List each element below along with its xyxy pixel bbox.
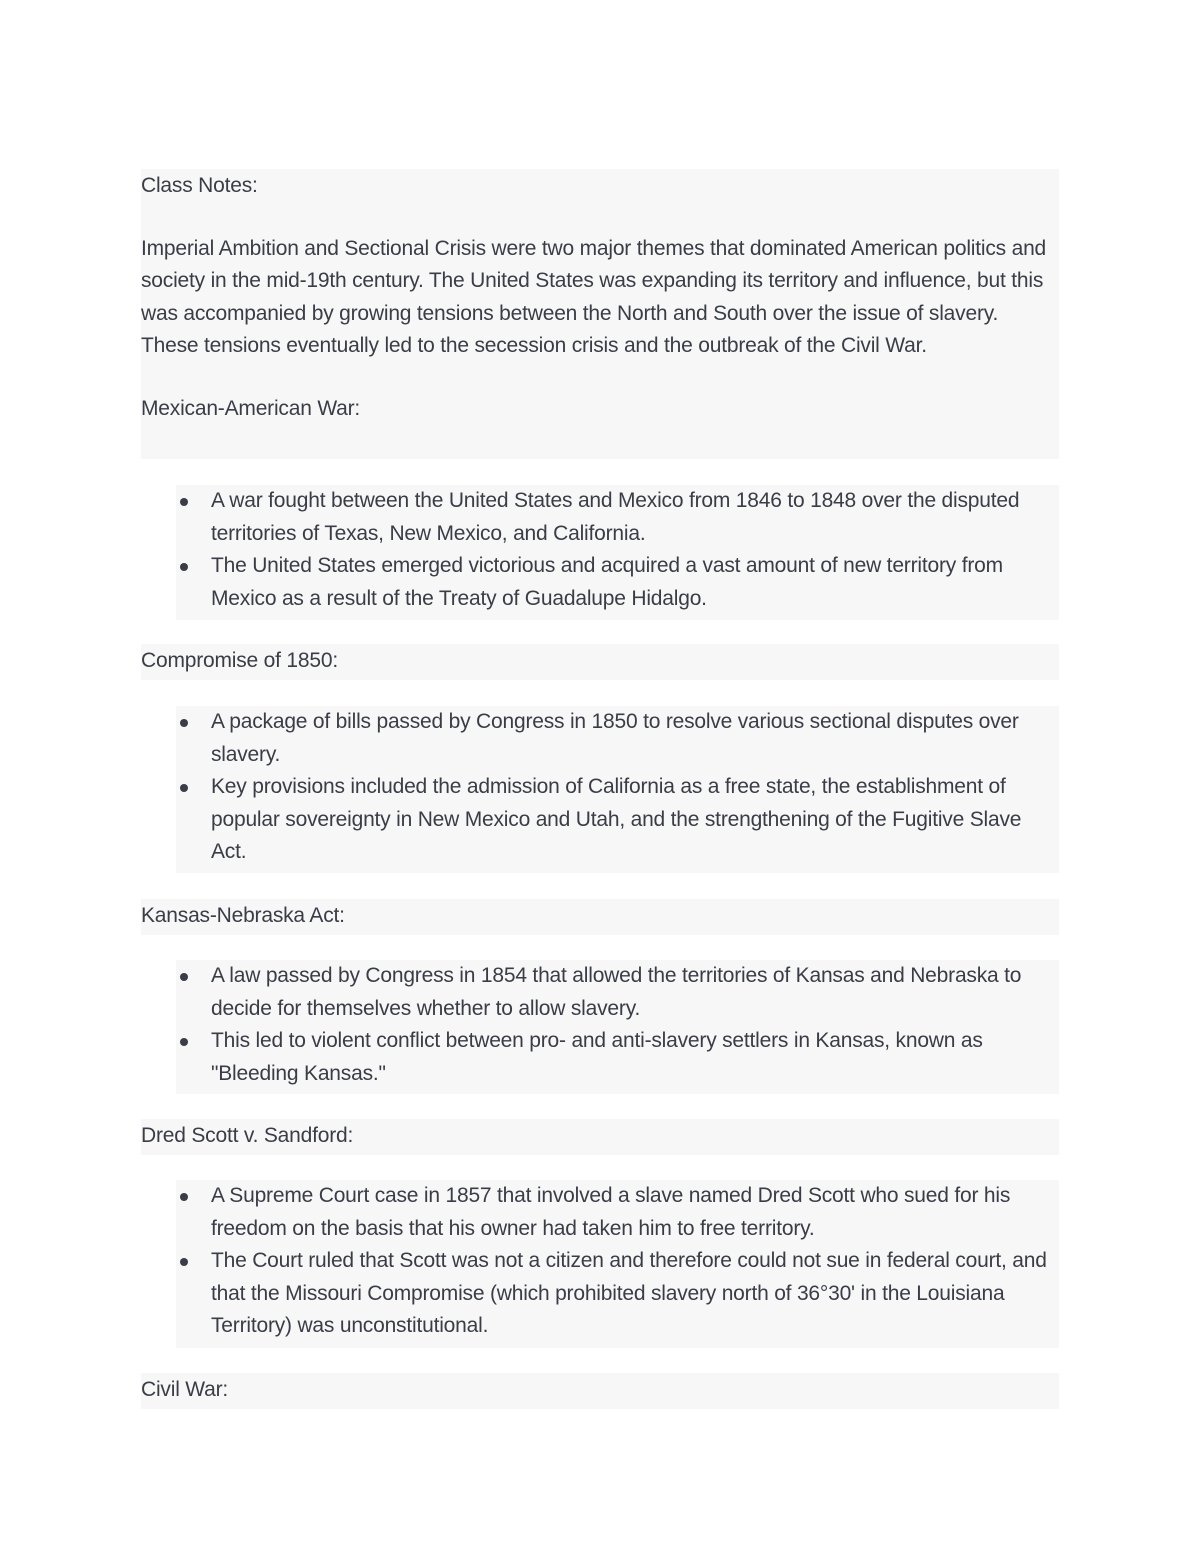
bullet-item bbox=[176, 706, 1059, 771]
section-heading-text: Kansas-Nebraska Act: bbox=[141, 904, 345, 927]
bullet-icon bbox=[180, 784, 188, 792]
section-heading-text: Compromise of 1850: bbox=[141, 649, 338, 672]
bullet-item bbox=[176, 550, 1059, 615]
bullet-item bbox=[176, 771, 1059, 869]
bullet-icon bbox=[180, 563, 188, 571]
section-heading-civil-war bbox=[141, 1373, 1059, 1409]
section-list-kansas-nebraska-act bbox=[176, 960, 1059, 1094]
section-heading-text: Civil War: bbox=[141, 1378, 229, 1401]
section-heading-mexican-american-war: Mexican-American War: bbox=[141, 396, 361, 420]
bullet-text: The Court ruled that Scott was not a citizen and therefore could not sue in federal court, and that the Missouri Compromise (which prohibited slavery north of 36°30' in the Louisiana Territory) was unconstitutional. bbox=[211, 1249, 1047, 1338]
section-heading-kansas-nebraska-act bbox=[141, 899, 1059, 935]
section-list-dred-scott bbox=[176, 1180, 1059, 1348]
bullet-icon bbox=[180, 1193, 188, 1201]
bullet-item bbox=[176, 960, 1059, 1025]
section-list-mexican-american-war bbox=[176, 485, 1059, 620]
bullet-text: A package of bills passed by Congress in 1850 to resolve various sectional disputes over slavery. bbox=[211, 710, 1019, 766]
section-heading-text: Dred Scott v. Sandford: bbox=[141, 1124, 354, 1147]
bullet-icon bbox=[180, 498, 188, 506]
bullet-text: A Supreme Court case in 1857 that involved a slave named Dred Scott who sued for his freedom on the basis that his owner had taken him to free territory. bbox=[211, 1184, 1011, 1240]
intro-block bbox=[141, 169, 1059, 459]
bullet-text: A war fought between the United States and Mexico from 1846 to 1848 over the disputed territories of Texas, New Mexico, and California. bbox=[211, 489, 1020, 545]
bullet-text: The United States emerged victorious and acquired a vast amount of new territory from Mexico as a result of the Treaty of Guadalupe Hidalgo. bbox=[211, 554, 1003, 610]
bullet-item bbox=[176, 1025, 1059, 1090]
bullet-icon bbox=[180, 973, 188, 981]
bullet-item bbox=[176, 1245, 1059, 1343]
bullet-text: This led to violent conflict between pro- and anti-slavery settlers in Kansas, known as "Bleeding Kansas." bbox=[211, 1029, 983, 1085]
bullet-icon bbox=[180, 1258, 188, 1266]
section-heading-dred-scott bbox=[141, 1119, 1059, 1155]
notes-title: Class Notes: bbox=[141, 174, 258, 197]
bullet-item bbox=[176, 485, 1059, 550]
bullet-text: A law passed by Congress in 1854 that allowed the territories of Kansas and Nebraska to decide for themselves whether to allow slavery. bbox=[211, 964, 1022, 1020]
intro-paragraph: Imperial Ambition and Sectional Crisis were two major themes that dominated American politics and society in the mid-19th century. The United States was expanding its territory and influence, but this was accompanied by growing tensions between the North and South over the issue of slavery. These tensions eventually led to the secession crisis and the outbreak of the Civil War. bbox=[141, 236, 1047, 358]
bullet-icon bbox=[180, 719, 188, 727]
bullet-text: Key provisions included the admission of California as a free state, the establishment of popular sovereignty in New Mexico and Utah, and the strengthening of the Fugitive Slave Act. bbox=[211, 775, 1022, 864]
section-list-compromise-of-1850 bbox=[176, 706, 1059, 873]
bullet-item bbox=[176, 1180, 1059, 1245]
section-heading-compromise-of-1850 bbox=[141, 644, 1059, 680]
bullet-icon bbox=[180, 1038, 188, 1046]
